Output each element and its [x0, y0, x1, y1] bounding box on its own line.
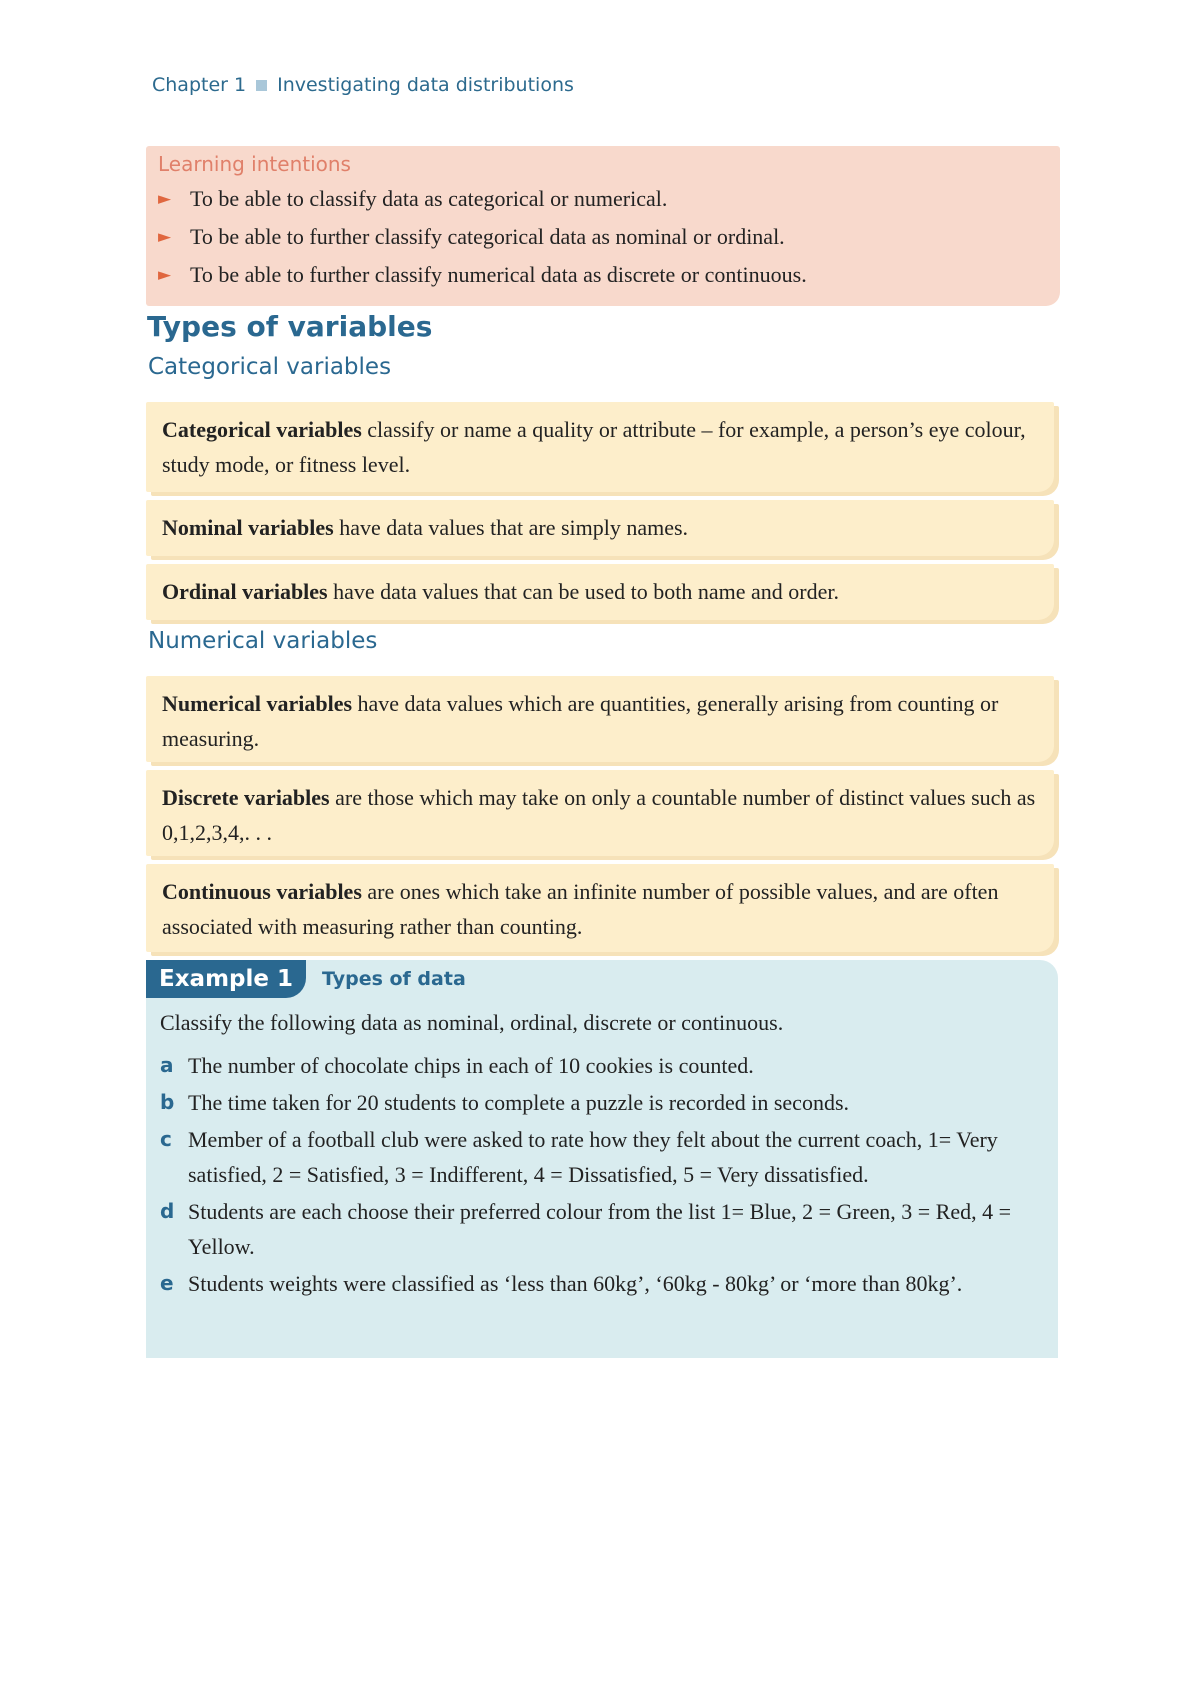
definition-text: have data values that are simply names. — [333, 515, 689, 540]
list-item-text: To be able to further classify numerical data as discrete or continuous. — [190, 262, 807, 287]
question-label: a — [160, 1053, 174, 1077]
list-item — [158, 256, 1048, 294]
question-text: The number of chocolate chips in each of 10 cookies is counted. — [188, 1053, 754, 1078]
question-text: Students weights were classified as ‘less than 60kg’, ‘60kg - 80kg’ or ‘more than 80kg’. — [188, 1271, 963, 1296]
definition-term: Continuous variables — [162, 879, 362, 904]
definition-term: Ordinal variables — [162, 579, 328, 604]
chapter-label: Chapter 1 — [152, 74, 247, 96]
list-item-text: To be able to further classify categorical data as nominal or ordinal. — [190, 224, 785, 249]
question-text: The time taken for 20 students to complete a puzzle is recorded in seconds. — [188, 1090, 850, 1115]
definition-box-continuous — [146, 864, 1054, 952]
running-header — [152, 74, 574, 96]
square-bullet-icon — [256, 80, 267, 91]
definition-term: Categorical variables — [162, 417, 362, 442]
learning-intentions-box — [146, 146, 1060, 306]
definition-text: have data values that can be used to both name and order. — [327, 579, 839, 604]
section-heading: Types of variables — [147, 310, 433, 343]
list-item — [158, 218, 1048, 256]
question-label: c — [160, 1127, 172, 1151]
definition-term: Numerical variables — [162, 691, 353, 716]
triangle-bullet-icon: ► — [158, 189, 172, 209]
list-item — [160, 1194, 1040, 1264]
numerical-heading: Numerical variables — [148, 628, 378, 654]
question-text: Member of a football club were asked to rate how they felt about the current coach, 1= Very satisfied, 2 = Satisfied, 3 = Indifferent, 4 = Dissatisfied, 5 = Very dissatisfied. — [188, 1127, 998, 1187]
definition-term: Discrete variables — [162, 785, 330, 810]
list-item — [160, 1085, 1040, 1120]
example-label: Example 1 — [146, 960, 306, 998]
definition-text: classify or name a quality or attribute – for example, a person’s eye colour, study mode, or fitness level. — [162, 417, 1026, 477]
triangle-bullet-icon: ► — [158, 265, 172, 285]
list-item — [160, 1266, 1040, 1301]
definition-text: are those which may take on only a countable number of distinct values such as 0,1,2,3,4,. . . — [162, 785, 1036, 845]
example-title: Types of data — [322, 968, 466, 990]
question-text: Students are each choose their preferred colour from the list 1= Blue, 2 = Green, 3 = Red, 4 = Yellow. — [188, 1199, 1012, 1259]
list-item — [160, 1048, 1040, 1083]
definition-term: Nominal variables — [162, 515, 334, 540]
learning-intentions-list — [158, 180, 1048, 294]
triangle-bullet-icon: ► — [158, 227, 172, 247]
example-question-list — [160, 1048, 1040, 1303]
definition-box-nominal — [146, 500, 1054, 556]
list-item — [158, 180, 1048, 218]
learning-intentions-title: Learning intentions — [158, 152, 351, 176]
section-title: Investigating data distributions — [277, 74, 574, 96]
question-label: e — [160, 1271, 174, 1295]
list-item — [160, 1122, 1040, 1192]
definition-box-discrete — [146, 770, 1054, 856]
example-intro: Classify the following data as nominal, ordinal, discrete or continuous. — [160, 1010, 784, 1035]
list-item-text: To be able to classify data as categorical or numerical. — [190, 186, 668, 211]
question-label: d — [160, 1199, 175, 1223]
example-box — [146, 960, 1058, 1358]
definition-text: have data values which are quantities, generally arising from counting or measuring. — [162, 691, 999, 751]
definition-text: are ones which take an infinite number of possible values, and are often associated with measuring rather than counting. — [162, 879, 999, 939]
definition-box-numerical — [146, 676, 1054, 762]
categorical-heading: Categorical variables — [148, 354, 392, 380]
definition-box-ordinal — [146, 564, 1054, 620]
definition-box-categorical — [146, 402, 1054, 492]
question-label: b — [160, 1090, 175, 1114]
